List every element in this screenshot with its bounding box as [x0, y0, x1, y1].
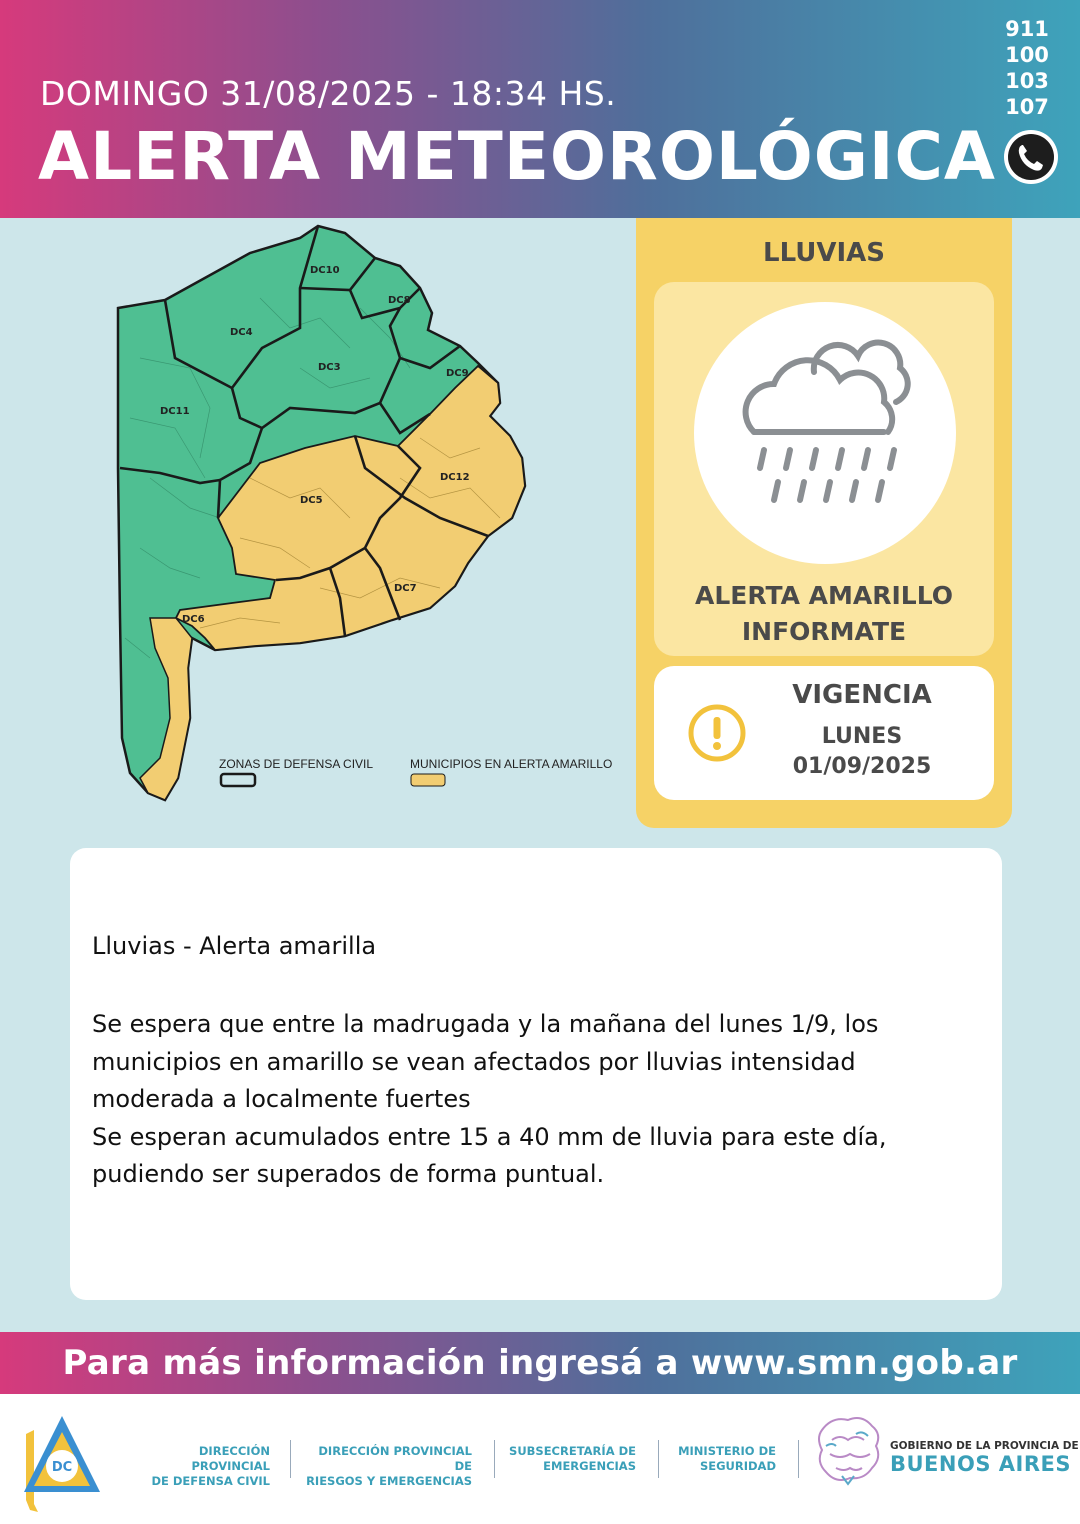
zone-label: DC7	[394, 583, 417, 594]
gov-caption: GOBIERNO DE LA PROVINCIA DE	[890, 1440, 1079, 1452]
zone-label: DC9	[446, 368, 469, 379]
validity-date-value: 01/09/2025	[792, 754, 932, 779]
description-paragraph: Se esperan acumulados entre 15 a 40 mm de lluvia para este día, pudiendo ser superados de forma puntual.	[92, 1122, 887, 1188]
header-banner	[0, 0, 1080, 218]
validity-day: LUNES	[821, 724, 903, 749]
org-subsecretaria	[504, 1444, 636, 1474]
zone-label: DC3	[318, 362, 341, 373]
page-title: ALERTA METEOROLÓGICA	[38, 118, 996, 195]
phone-number[interactable]: 103	[1005, 69, 1049, 93]
emergency-numbers	[1002, 16, 1052, 120]
org-line: DIRECCIÓN PROVINCIAL	[191, 1444, 270, 1473]
validity-title: VIGENCIA	[792, 680, 932, 710]
description-card	[70, 848, 1002, 1300]
phone-number[interactable]: 100	[1005, 43, 1049, 67]
hazard-type: LLUVIAS	[763, 238, 885, 268]
org-line: MINISTERIO DE	[678, 1444, 776, 1458]
zone-label: DC10	[310, 265, 340, 276]
zone-label: DC5	[300, 495, 323, 506]
divider	[290, 1440, 291, 1478]
org-riesgos	[300, 1444, 472, 1489]
rain-cloud-icon	[694, 302, 956, 564]
icon-circle	[694, 302, 956, 564]
gov-name: BUENOS AIRES	[890, 1452, 1071, 1476]
validity-box	[654, 666, 994, 800]
org-defensa-civil	[118, 1444, 270, 1489]
phone-icon	[1002, 128, 1060, 186]
description-paragraph: Se espera que entre la madrugada y la mañana del lunes 1/9, los municipios en amarillo se vean afectados por lluvias intensidad moderada a localmente fuertes	[92, 1010, 879, 1113]
zone-label: DC11	[160, 406, 190, 417]
dc-logo-text: DC	[51, 1460, 73, 1475]
org-line: SUBSECRETARÍA DE	[509, 1444, 636, 1458]
zone-label: DC4	[230, 327, 253, 338]
province-map	[0, 218, 630, 828]
alert-level	[654, 578, 994, 650]
divider	[798, 1440, 799, 1478]
alert-level-box	[654, 282, 994, 656]
org-line: DIRECCIÓN PROVINCIAL DE	[318, 1444, 472, 1473]
divider	[658, 1440, 659, 1478]
info-link-band[interactable]: Para más información ingresá a www.smn.gob.ar	[0, 1332, 1080, 1394]
alert-level-line2: INFORMATE	[741, 617, 907, 646]
alert-level-line1: ALERTA AMARILLO	[695, 581, 953, 610]
zone-label: DC8	[388, 295, 411, 306]
divider	[494, 1440, 495, 1478]
org-ministerio	[668, 1444, 776, 1474]
org-line: SEGURIDAD	[699, 1459, 776, 1473]
legend-municipalities-swatch	[411, 774, 445, 786]
defensa-civil-logo	[20, 1404, 104, 1516]
zone-label: DC6	[182, 614, 205, 625]
province-emblem-icon	[812, 1410, 886, 1494]
exclamation-icon	[686, 702, 748, 764]
description-title: Lluvias - Alerta amarilla	[92, 932, 377, 960]
alert-panel	[636, 218, 1012, 828]
org-line: DE DEFENSA CIVIL	[151, 1474, 270, 1488]
phone-number[interactable]: 107	[1005, 95, 1049, 119]
validity-date	[742, 722, 982, 782]
legend-zones-label: ZONAS DE DEFENSA CIVIL	[219, 757, 374, 771]
zone-label: DC12	[440, 472, 470, 483]
phone-number[interactable]: 911	[1005, 17, 1049, 41]
org-line: RIESGOS Y EMERGENCIAS	[306, 1474, 472, 1488]
description-body	[92, 1006, 982, 1194]
org-line: EMERGENCIAS	[543, 1459, 636, 1473]
legend-municipalities-label: MUNICIPIOS EN ALERTA AMARILLO	[410, 757, 613, 771]
alert-datetime: DOMINGO 31/08/2025 - 18:34 HS.	[40, 74, 617, 113]
legend-zones-swatch	[221, 774, 255, 786]
alert-map	[0, 218, 630, 828]
footer-logos	[0, 1394, 1080, 1524]
